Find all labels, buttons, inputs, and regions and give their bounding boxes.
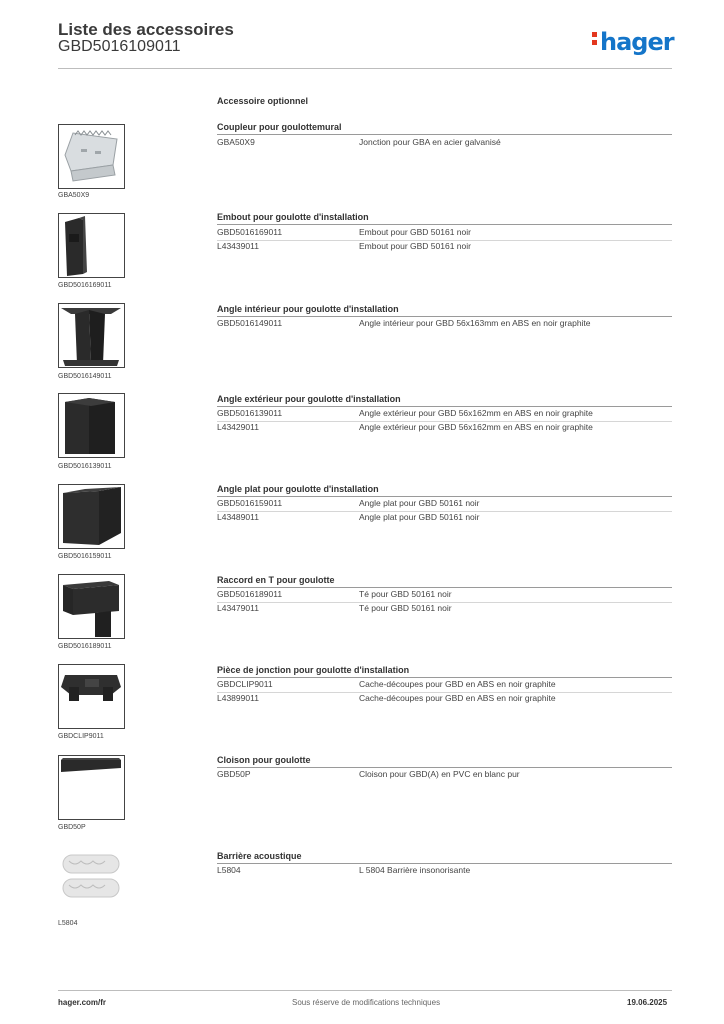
group-title: Embout pour goulotte d'installation	[217, 212, 369, 222]
article-desc: Cloison pour GBD(A) en PVC en blanc pur	[359, 769, 520, 779]
logo-dots-icon	[592, 29, 598, 48]
image-caption: GBD5016149011	[58, 373, 112, 380]
article-desc: Angle extérieur pour GBD 56x162mm en ABS en noir graphite	[359, 422, 593, 432]
galvanized-coupler-icon	[58, 124, 125, 189]
table-row	[217, 511, 672, 525]
table-row	[217, 678, 672, 692]
group-title: Pièce de jonction pour goulotte d'installation	[217, 665, 410, 675]
group-title: Barrière acoustique	[217, 851, 302, 861]
article-ref: L43489011	[217, 512, 259, 522]
table-row	[217, 602, 672, 616]
article-desc: Angle extérieur pour GBD 56x162mm en ABS en noir graphite	[359, 408, 593, 418]
article-desc: Jonction pour GBA en acier galvanisé	[359, 137, 501, 147]
article-ref: L43439011	[217, 241, 259, 251]
article-desc: Té pour GBD 50161 noir	[359, 603, 452, 613]
footer-rule	[58, 990, 672, 991]
table-row	[217, 421, 672, 435]
image-caption: GBD5016189011	[58, 643, 112, 650]
article-desc: Angle intérieur pour GBD 56x163mm en ABS en noir graphite	[359, 318, 591, 328]
table-row	[217, 136, 672, 150]
inner-corner-icon	[58, 303, 125, 368]
article-ref: L43429011	[217, 422, 259, 432]
article-desc: Cache-découpes pour GBD en ABS en noir graphite	[359, 693, 556, 703]
image-caption: GBA50X9	[58, 192, 90, 199]
page-subtitle: GBD5016109011	[58, 38, 181, 55]
header-rule	[58, 68, 672, 69]
image-caption: GBD5016139011	[58, 463, 112, 470]
article-ref: GBD5016139011	[217, 408, 283, 418]
article-ref: L5804	[217, 865, 241, 875]
article-desc: Angle plat pour GBD 50161 noir	[359, 498, 480, 508]
article-desc: Embout pour GBD 50161 noir	[359, 227, 471, 237]
article-desc: L 5804 Barrière insonorisante	[359, 865, 471, 875]
article-ref: GBA50X9	[217, 137, 255, 147]
footer-disclaimer: Sous réserve de modifications techniques	[292, 998, 441, 1007]
group-title: Cloison pour goulotte	[217, 755, 311, 765]
group-title: Angle extérieur pour goulotte d'installation	[217, 394, 401, 404]
article-ref: GBD5016149011	[217, 318, 283, 328]
hager-logo	[592, 28, 674, 56]
table-row	[217, 240, 672, 254]
partition-strip-icon	[58, 755, 125, 820]
image-caption: GBD50P	[58, 824, 86, 831]
image-caption: L5804	[58, 920, 78, 927]
group-title-rule	[217, 224, 672, 225]
table-row	[217, 768, 672, 782]
t-joint-icon	[58, 574, 125, 639]
page-title: Liste des accessoires	[58, 20, 234, 39]
junction-clip-icon	[58, 664, 125, 729]
image-caption: GBDCLIP9011	[58, 733, 104, 740]
table-row	[217, 588, 672, 602]
table-row	[217, 497, 672, 511]
article-desc: Embout pour GBD 50161 noir	[359, 241, 471, 251]
article-desc: Cache-découpes pour GBD en ABS en noir graphite	[359, 679, 556, 689]
table-row	[217, 226, 672, 240]
group-title: Raccord en T pour goulotte	[217, 575, 335, 585]
image-caption: GBD5016169011	[58, 282, 112, 289]
article-desc: Angle plat pour GBD 50161 noir	[359, 512, 480, 522]
article-ref: GBD5016159011	[217, 498, 283, 508]
group-title-rule	[217, 134, 672, 135]
acoustic-foam-icon	[58, 850, 125, 915]
article-ref: GBDCLIP9011	[217, 679, 273, 689]
footer-date: 19.06.2025	[627, 998, 668, 1007]
table-row	[217, 407, 672, 421]
group-title: Coupleur pour goulottemural	[217, 122, 342, 132]
section-heading: Accessoire optionnel	[217, 96, 309, 106]
article-desc: Té pour GBD 50161 noir	[359, 589, 452, 599]
logo-text: hager	[600, 28, 674, 56]
table-row	[217, 317, 672, 331]
outer-corner-icon	[58, 393, 125, 458]
article-ref: GBD50P	[217, 769, 251, 779]
table-row	[217, 692, 672, 706]
flat-corner-icon	[58, 484, 125, 549]
image-caption: GBD5016159011	[58, 553, 112, 560]
article-ref: L43479011	[217, 603, 259, 613]
table-row	[217, 864, 672, 878]
footer-website-link[interactable]: hager.com/fr	[58, 998, 107, 1007]
article-ref: L43899011	[217, 693, 259, 703]
group-title: Angle plat pour goulotte d'installation	[217, 484, 379, 494]
end-cap-icon	[58, 213, 125, 278]
group-title: Angle intérieur pour goulotte d'installation	[217, 304, 399, 314]
article-ref: GBD5016189011	[217, 589, 283, 599]
article-ref: GBD5016169011	[217, 227, 283, 237]
